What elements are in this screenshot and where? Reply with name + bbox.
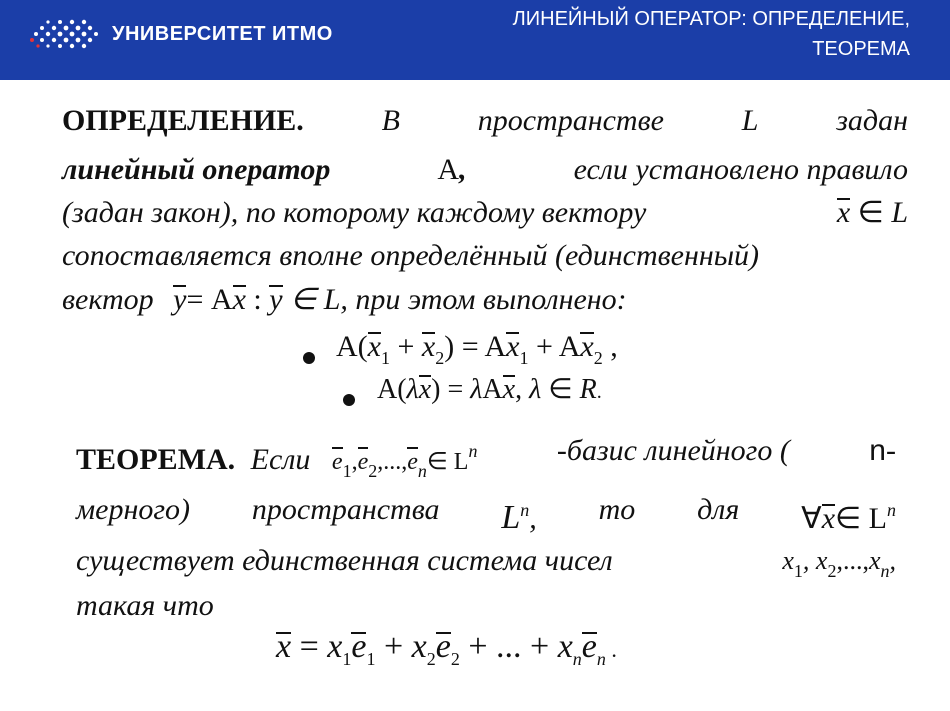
definition-comma: , (459, 153, 467, 186)
p1-sub1b: 1 (519, 348, 529, 368)
slide-title-line-2: ТЕОРЕМА (812, 38, 910, 60)
p2-r: R (579, 374, 597, 405)
definition-line-3 (62, 195, 908, 231)
theorem-x: x (821, 502, 836, 535)
coef-xn: x (868, 546, 881, 575)
theorem-then: то (598, 493, 636, 526)
space-l-symbol: L (891, 196, 908, 229)
slide-title (513, 4, 910, 64)
basis-sup: n (468, 441, 478, 461)
theorem-in: ∈ L (835, 502, 887, 535)
p1-eq: ) = A (444, 330, 507, 363)
university-logo (26, 14, 333, 54)
f-e2s: 2 (450, 649, 460, 669)
coef-x2: x (815, 546, 828, 575)
definition-word-v: В (381, 104, 400, 137)
theorem-exists-text: существует единственная система чисел (76, 544, 613, 577)
definition-law-text: (задан закон), по которому каждому вектору (62, 196, 647, 229)
element-of-symbol: ∈ (857, 196, 884, 229)
p1-x2: x (421, 330, 436, 363)
p1-x1b: x (506, 330, 520, 363)
f-en: e (581, 628, 597, 665)
theorem-line-2 (76, 492, 896, 537)
definition-line-1 (62, 103, 908, 139)
additivity-formula (336, 330, 618, 369)
basis-s2: 2 (368, 461, 378, 481)
p1-plus: + (389, 330, 422, 363)
basis-s1: 1 (342, 461, 352, 481)
p1-x1: x (367, 330, 381, 363)
p1-sub2b: 2 (593, 348, 603, 368)
definition-space-l: L (741, 104, 759, 137)
basis-vectors (331, 441, 478, 481)
definition-vector-word: вектор (62, 283, 154, 316)
basis-dots: ,..., (377, 449, 408, 475)
theorem-n: n (869, 434, 886, 467)
operator-symbol: A (437, 153, 460, 186)
bullet-1 (303, 352, 315, 364)
vector-x-image: x (232, 283, 246, 316)
p2-x: x (418, 374, 432, 405)
p2-a: A( (377, 374, 407, 405)
f-plus: + (375, 628, 412, 665)
vector-x: x (836, 196, 851, 229)
p2-a-op: A (482, 374, 503, 405)
vector-y: y (173, 283, 187, 316)
f-x: x (276, 628, 292, 665)
basis-sn: n (417, 461, 427, 481)
p2-x2: x (502, 374, 516, 405)
bullet-2 (343, 394, 355, 406)
f-xn: x (557, 628, 573, 665)
definition-rule-text: если установлено правило (573, 153, 908, 186)
basis-en: e (407, 449, 418, 475)
definition-line-4 (62, 238, 908, 274)
f-s1: 1 (342, 649, 352, 669)
coef-s2: 2 (827, 561, 837, 581)
theorem-if: Если (250, 443, 311, 476)
coef-end: , (889, 546, 896, 575)
slide-title-line-1: ЛИНЕЙНЫЙ ОПЕРАТОР: ОПРЕДЕЛЕНИЕ, (512, 8, 910, 30)
f-dots: + ... + (459, 628, 558, 665)
theorem-such-that: такая что (76, 589, 214, 622)
p1-sub2: 2 (435, 348, 445, 368)
f-e2: e (435, 628, 451, 665)
slide-header (0, 0, 950, 80)
definition-word-given: задан (836, 104, 908, 137)
definition-label: ОПРЕДЕЛЕНИЕ. (62, 104, 304, 137)
theorem-line-1 (76, 433, 896, 489)
basis-sep: , (351, 449, 358, 475)
coef-dots: ,..., (836, 546, 869, 575)
university-name: УНИВЕРСИТЕТ ИТМО (112, 22, 333, 45)
p2-in: ∈ (541, 374, 580, 405)
p2-end: . (596, 381, 602, 403)
theorem-dash: - (885, 434, 896, 467)
theorem-sup2: n (886, 500, 896, 520)
colon-symbol: : (253, 283, 262, 316)
theorem-line-3: существует единственная система чисел $x_1$, $x_2,...,x_n$, (76, 543, 896, 589)
f-end: . (605, 637, 617, 662)
definition-linear-operator: линейный оператор (62, 153, 331, 186)
theorem-for: для (697, 493, 740, 526)
definition-condition-text: , при этом выполнено: (340, 283, 627, 316)
itmo-dots-logo-icon (26, 14, 106, 54)
vector-y-2: y (269, 283, 283, 316)
p2-lambda3: λ (529, 374, 542, 405)
f-e1s: 1 (366, 649, 376, 669)
theorem-line-4 (76, 588, 214, 624)
definition-line-2 (62, 152, 908, 188)
theorem-space: пространства (251, 493, 440, 526)
theorem-comma: , (529, 502, 537, 535)
theorem-label: ТЕОРЕМА. (76, 443, 236, 476)
definition-word-space: пространстве (477, 104, 664, 137)
f-x2: x (411, 628, 427, 665)
f-eq: = (291, 628, 328, 665)
p1-a: A( (336, 330, 368, 363)
forall-symbol: ∀ (801, 502, 822, 535)
coef-s1: 1 (793, 561, 803, 581)
theorem-dimensional: мерного) (76, 493, 191, 526)
f-s2: 2 (426, 649, 436, 669)
p2-eq: ) = (431, 374, 471, 405)
p1-x2b: x (580, 330, 594, 363)
f-ens: n (596, 649, 606, 669)
p1-plus2: + A (528, 330, 581, 363)
theorem-basis-text: -базис линейного ( (556, 434, 790, 467)
definition-mapping-text: сопоставляется вполне определённый (единственный) (62, 239, 760, 272)
theorem-l: L (501, 499, 521, 536)
p1-end: , (602, 330, 618, 363)
decomposition-formula (276, 628, 617, 670)
theorem-l-sup: n (520, 500, 530, 520)
coef-sn: n (880, 561, 890, 581)
basis-e2: e (357, 449, 369, 475)
definition-line-5 (62, 282, 627, 318)
p2-lambda: λ (406, 374, 419, 405)
f-sn: n (572, 649, 582, 669)
p2-comma: , (515, 374, 530, 405)
coef-x1: x (782, 546, 794, 575)
basis-e1: e (331, 449, 343, 475)
p2-lambda2: λ (470, 374, 483, 405)
basis-in: ∈ L (426, 449, 469, 475)
equals-operator: = A (186, 283, 233, 316)
homogeneity-formula (377, 372, 602, 406)
f-x1: x (327, 628, 343, 665)
y-in-l: ∈ L (290, 283, 341, 316)
p1-sub1: 1 (380, 348, 390, 368)
f-e1: e (351, 628, 367, 665)
